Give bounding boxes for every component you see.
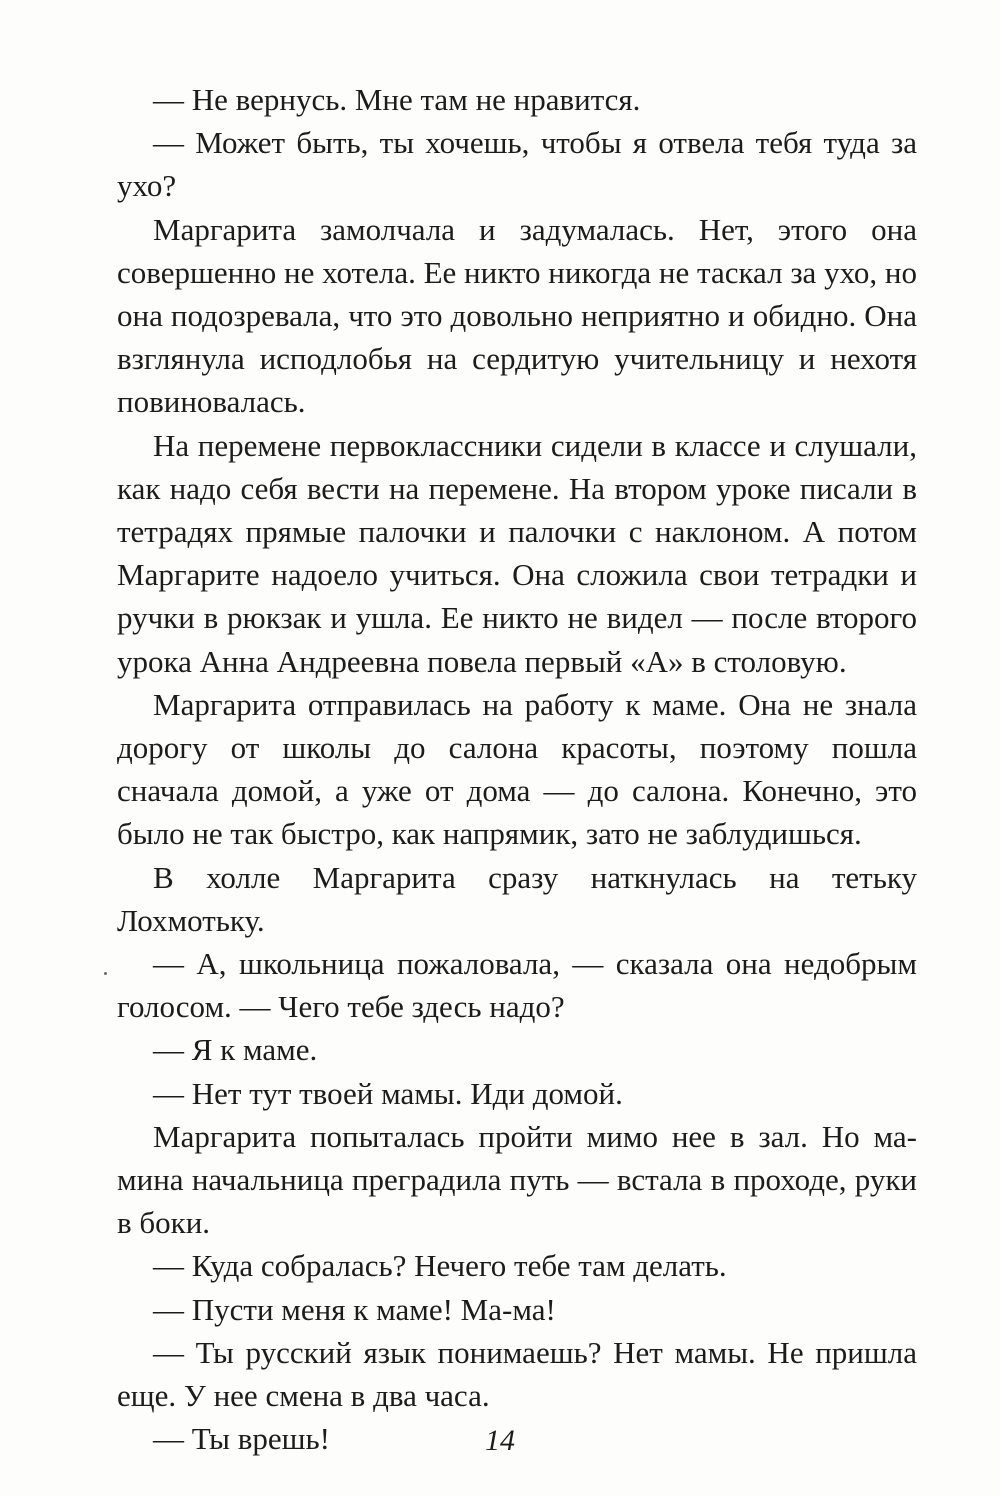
ink-speck — [104, 972, 107, 975]
page-text — [117, 78, 917, 1461]
paragraph: — Пусти меня к маме! Ма-ма! — [153, 1291, 556, 1327]
paragraph: Маргарита попыталась пройти мимо нее в зал. Но мамина начальница преградила путь — встала в проходе, руки в боки. — [117, 1118, 917, 1241]
paragraph: — Ты русский язык понимаешь? Нет мамы. Не пришла еще. У нее смена в два часа. — [117, 1334, 917, 1414]
paragraph: — А, школьница пожаловала, — сказала она недобрым голосом. — Чего тебе здесь надо? — [117, 946, 917, 1025]
page-number: 14 — [485, 1424, 515, 1457]
paragraph: — Я к маме. — [153, 1032, 318, 1068]
paragraph: — Нет тут твоей мамы. Иди домой. — [153, 1075, 623, 1111]
paragraph: Маргарита замолчала и задумалась. Нет, этого она совершенно не хотела. Ее никто никогда не таскал за ухо, но она подозревала, что это довольно неприятно и обидно. Она взглянула исподлобья на сердитую учительницу и нехотя повиновалась. — [117, 211, 917, 420]
paragraph: Маргарита отправилась на работу к маме. Она не знала дорогу от школы до салона красоты, поэтому пошла сначала домой, а уже от дома — до салона. Конечно, это было не так быстро, как напрямик, зато не заблудишься. — [117, 686, 917, 852]
paragraph: — Ты врешь! — [153, 1421, 330, 1457]
paragraph: — Куда собралась? Нечего тебе там делать. — [153, 1248, 727, 1284]
paragraph: В холле Маргарита сразу наткнулась на тетьку Лохмотьку. — [117, 859, 917, 938]
paragraph: — Не вернусь. Мне там не нравится. — [153, 82, 641, 117]
paragraph: — Может быть, ты хочешь, чтобы я отвела тебя туда за ухо? — [117, 125, 917, 204]
paragraph: На перемене первоклассники сидели в классе и слушали, как надо себя вести на перемене. На втором уроке писали в тетрадях прямые палочки и палочки с наклоном. А потом Маргарите надоело учиться. Она сложила свои тетрадки и ручки в рюкзак и ушла. Ее никто не видел — после второго урока Анна Андреевна повела первый «А» в столовую. — [117, 427, 917, 679]
